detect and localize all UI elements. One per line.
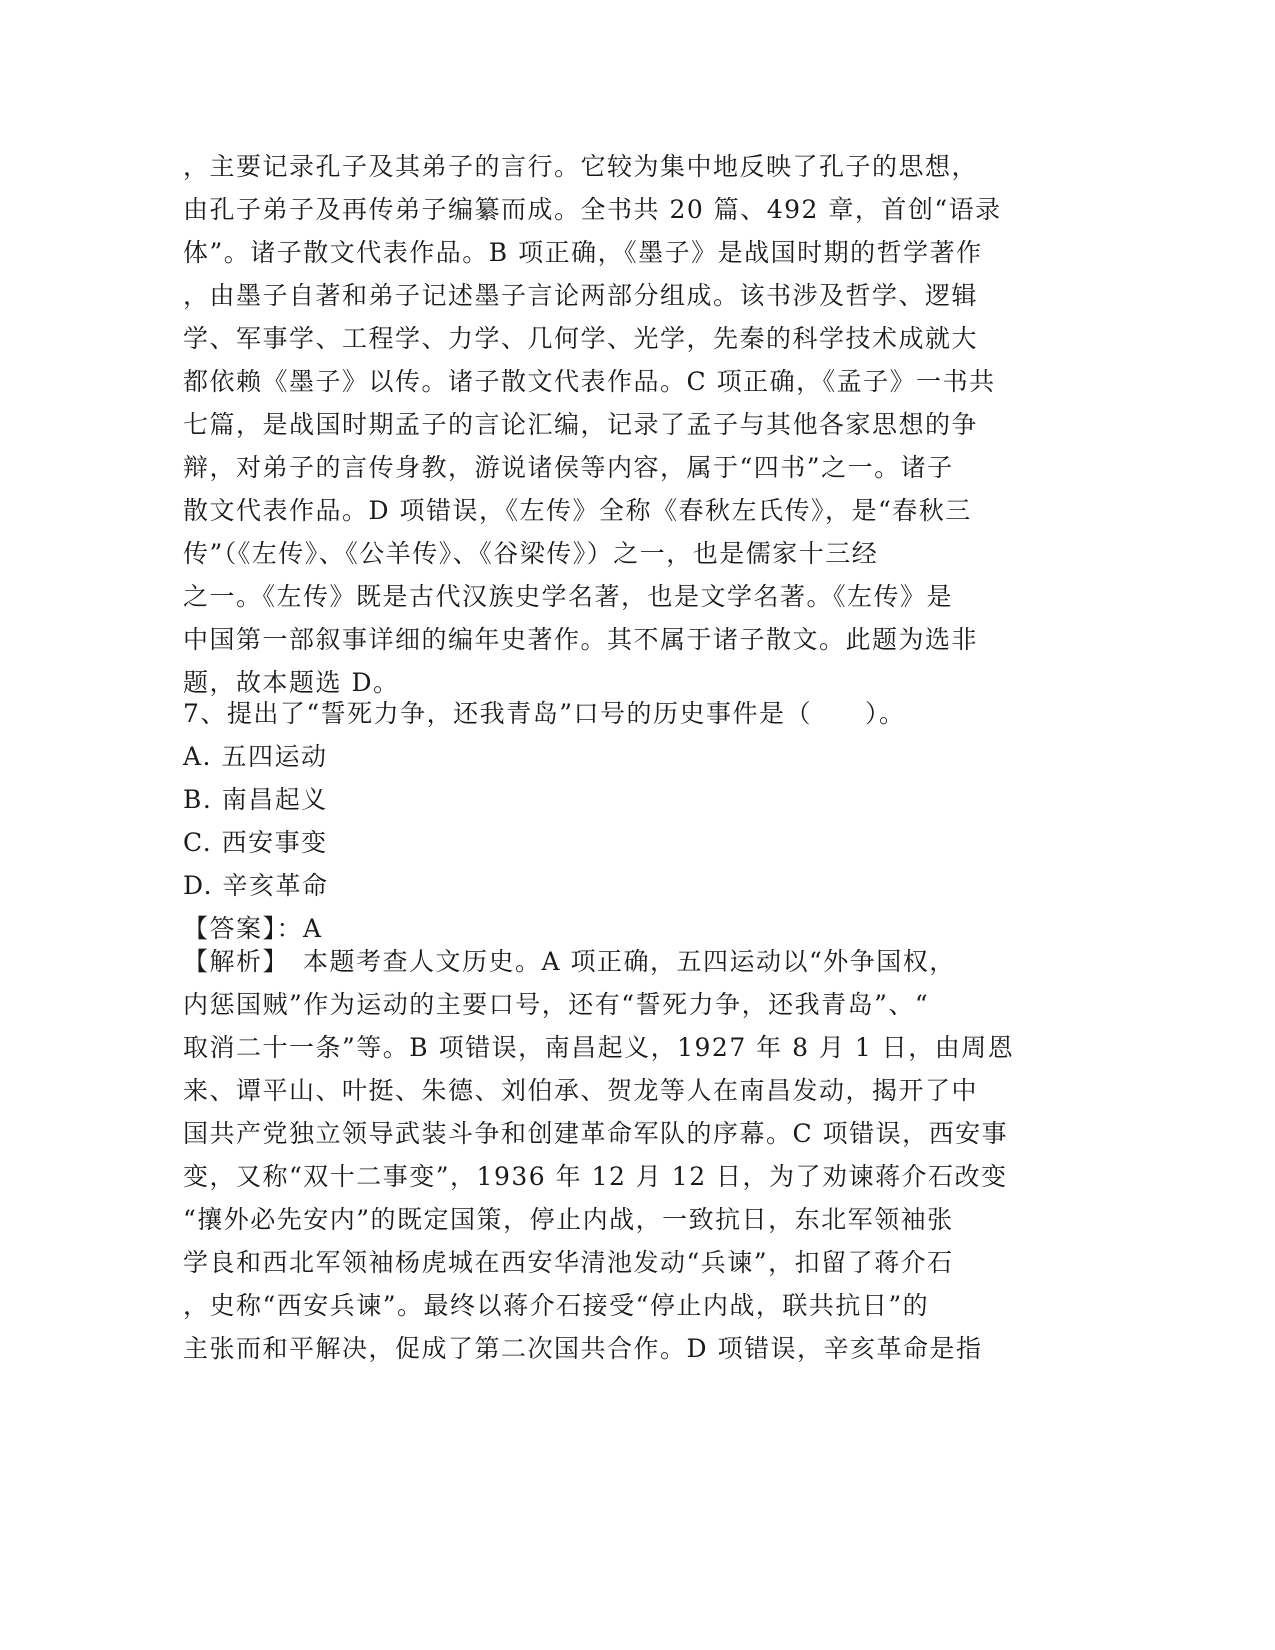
option-d: D. 辛亥革命 bbox=[183, 871, 329, 900]
explanation-line: 体”。诸子散文代表作品。B 项正确，《墨子》是战国时期的哲学著作 bbox=[183, 238, 983, 267]
explanation-line: 之一。《左传》既是古代汉族史学名著，也是文学名著。《左传》是 bbox=[183, 582, 954, 611]
explanation-line: 中国第一部叙事详细的编年史著作。其不属于诸子散文。此题为选非 bbox=[183, 625, 979, 654]
explanation-line: 内惩国贼”作为运动的主要口号，还有“誓死力争，还我青岛”、“ bbox=[183, 990, 930, 1019]
explanation-line: 变，又称“双十二事变”，1936 年 12 月 12 日，为了劝谏蒋介石改变 bbox=[183, 1162, 1008, 1191]
explanation-line: 【解析】 本题考查人文历史。A 项正确，五四运动以“外争国权， bbox=[183, 947, 956, 976]
explanation-line: 由孔子弟子及再传弟子编纂而成。全书共 20 篇、492 章，首创“语录 bbox=[183, 195, 1002, 224]
option-a: A. 五四运动 bbox=[183, 742, 328, 771]
explanation-line: 七篇，是战国时期孟子的言论汇编，记录了孟子与其他各家思想的争 bbox=[183, 410, 979, 439]
explanation-line: 来、谭平山、叶挺、朱德、刘伯承、贺龙等人在南昌发动，揭开了中 bbox=[183, 1076, 979, 1105]
explanation-line: 国共产党独立领导武装斗争和创建革命军队的序幕。C 项错误，西安事 bbox=[183, 1119, 1009, 1148]
explanation-line: 题，故本题选 D。 bbox=[183, 668, 400, 697]
explanation-line: ，史称“西安兵谏”。最终以蒋介石接受“停止内战，联共抗日”的 bbox=[183, 1291, 930, 1320]
explanation-line: 散文代表作品。D 项错误，《左传》全称《春秋左氏传》，是“春秋三 bbox=[183, 496, 972, 525]
question-7 bbox=[183, 692, 1083, 950]
previous-question-explanation bbox=[183, 145, 1083, 704]
explanation-line: 学良和西北军领袖杨虎城在西安华清池发动“兵谏”，扣留了蒋介石 bbox=[183, 1248, 954, 1277]
option-b: B. 南昌起义 bbox=[183, 785, 328, 814]
explanation-line: ，由墨子自著和弟子记述墨子言论两部分组成。该书涉及哲学、逻辑 bbox=[183, 281, 979, 310]
question-stem: 7、提出了“誓死力争，还我青岛”口号的历史事件是（ ）。 bbox=[183, 699, 906, 728]
explanation-line: 学、军事学、工程学、力学、几何学、光学，先秦的科学技术成就大 bbox=[183, 324, 979, 353]
explanation-line: “攘外必先安内”的既定国策，停止内战，一致抗日，东北军领袖张 bbox=[183, 1205, 954, 1234]
explanation-line: ，主要记录孔子及其弟子的言行。它较为集中地反映了孔子的思想， bbox=[183, 152, 979, 181]
explanation-line: 主张而和平解决，促成了第二次国共合作。D 项错误，辛亥革命是指 bbox=[183, 1334, 983, 1363]
explanation-line: 辩，对弟子的言传身教，游说诸侯等内容，属于“四书”之一。诸子 bbox=[183, 453, 954, 482]
explanation-line: 传”（《左传》、《公羊传》、《谷梁传》）之一，也是儒家十三经 bbox=[183, 539, 879, 568]
explanation-line: 取消二十一条”等。B 项错误，南昌起义，1927 年 8 月 1 日，由周恩 bbox=[183, 1033, 1015, 1062]
question-7-explanation bbox=[183, 940, 1083, 1370]
option-c: C. 西安事变 bbox=[183, 828, 328, 857]
answer-line: 【答案】：A bbox=[183, 914, 323, 943]
explanation-line: 都依赖《墨子》以传。诸子散文代表作品。C 项正确，《孟子》一书共 bbox=[183, 367, 996, 396]
